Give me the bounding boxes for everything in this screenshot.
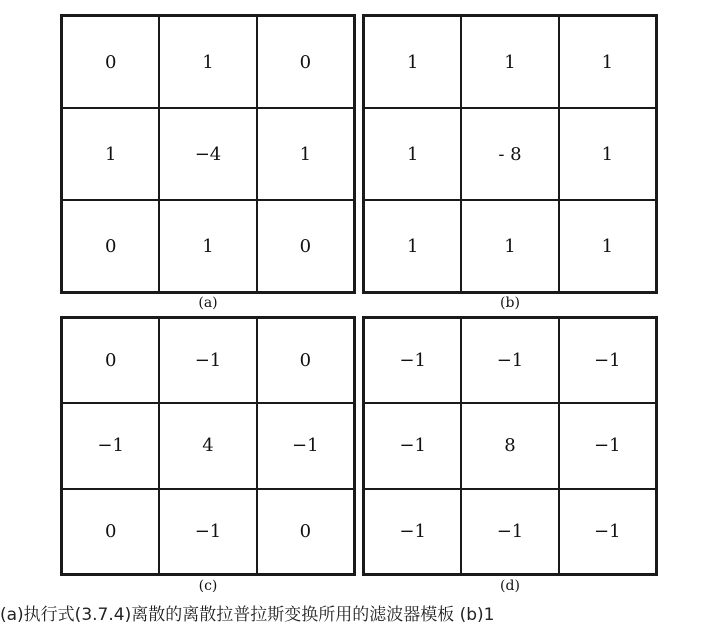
- mask-cell: 1: [62, 108, 159, 200]
- mask-label-c: (c): [198, 578, 218, 594]
- mask-cell: −4: [159, 108, 256, 200]
- mask-cell: −1: [159, 318, 256, 403]
- mask-cell: 1: [364, 200, 461, 292]
- mask-cell: 0: [257, 200, 354, 292]
- mask-cell: 0: [257, 318, 354, 403]
- mask-cell: −1: [159, 489, 256, 574]
- mask-cell: −1: [364, 318, 461, 403]
- mask-cell: 0: [62, 200, 159, 292]
- mask-cell: 1: [159, 200, 256, 292]
- mask-cell: 4: [159, 403, 256, 488]
- filter-mask-b: [362, 14, 658, 294]
- filter-mask-d: [362, 316, 658, 576]
- mask-cell: 1: [559, 200, 656, 292]
- mask-cell: 0: [62, 16, 159, 108]
- mask-cell: 1: [364, 108, 461, 200]
- mask-cell: 1: [159, 16, 256, 108]
- mask-label-b: (b): [500, 295, 520, 311]
- mask-cell: 0: [62, 489, 159, 574]
- mask-label-a: (a): [198, 295, 218, 311]
- mask-cell: −1: [364, 489, 461, 574]
- mask-cell: 1: [364, 16, 461, 108]
- mask-cell: 1: [559, 16, 656, 108]
- mask-cell: 1: [257, 108, 354, 200]
- mask-cell: 8: [461, 403, 558, 488]
- mask-cell: −1: [257, 403, 354, 488]
- mask-cell: 0: [257, 16, 354, 108]
- mask-cell: 1: [461, 200, 558, 292]
- mask-cell: 1: [461, 16, 558, 108]
- mask-cell: −1: [559, 318, 656, 403]
- mask-cell: −1: [364, 403, 461, 488]
- mask-cell: −1: [461, 318, 558, 403]
- mask-cell: 1: [559, 108, 656, 200]
- filter-mask-c: [60, 316, 356, 576]
- mask-cell: −1: [559, 489, 656, 574]
- mask-cell: - 8: [461, 108, 558, 200]
- mask-label-d: (d): [500, 578, 520, 594]
- mask-cell: −1: [62, 403, 159, 488]
- mask-cell: 0: [257, 489, 354, 574]
- filter-mask-a: [60, 14, 356, 294]
- figure-caption: (a)执行式(3.7.4)离散的离散拉普拉斯变换所用的滤波器模板 (b)1: [0, 605, 495, 624]
- mask-cell: −1: [559, 403, 656, 488]
- mask-cell: 0: [62, 318, 159, 403]
- mask-cell: −1: [461, 489, 558, 574]
